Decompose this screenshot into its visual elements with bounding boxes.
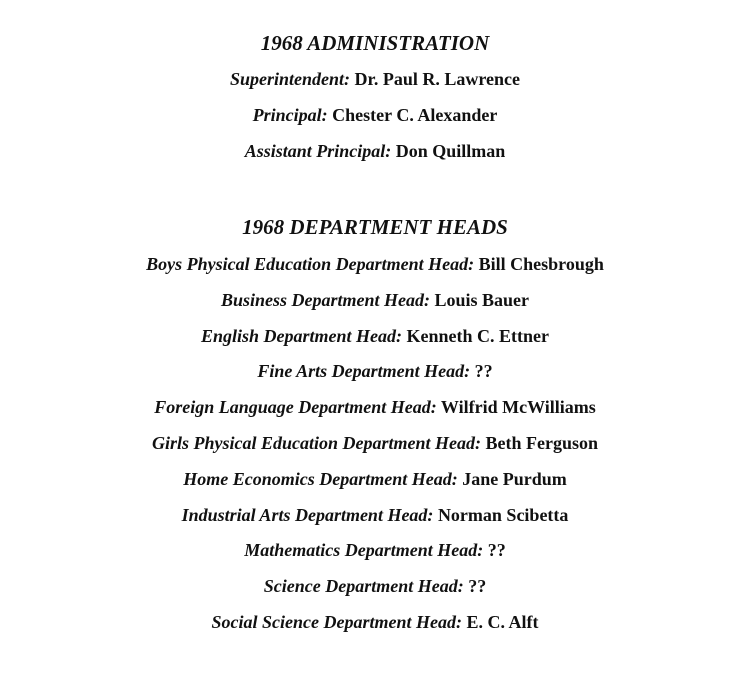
department-entry-industrial-arts <box>0 504 750 526</box>
department-entry-business <box>0 289 750 311</box>
entry-role: Science Department Head: <box>263 576 464 597</box>
entry-role: Boys Physical Education Department Head: <box>146 254 475 274</box>
department-entry-boys-pe <box>0 253 750 275</box>
entry-name: ?? <box>487 540 506 561</box>
entry-name: Jane Purdum <box>462 468 567 489</box>
department-entry-english <box>0 325 750 347</box>
entry-role: Mathematics Department Head: <box>244 540 484 561</box>
entry-role: English Department Head: <box>200 325 402 346</box>
entry-name: Bill Chesbrough <box>478 254 604 274</box>
entry-role: Home Economics Department Head: <box>183 468 458 489</box>
administration-entry-principal <box>0 104 750 126</box>
department-heads-title: 1968 DEPARTMENT HEADS <box>242 215 508 239</box>
entry-name: Chester C. Alexander <box>332 105 498 125</box>
entry-name: E. C. Alft <box>466 611 539 632</box>
department-entry-fine-arts <box>0 360 750 382</box>
entry-role: Business Department Head: <box>220 289 430 310</box>
department-entry-girls-pe <box>0 432 750 454</box>
department-entry-home-economics <box>0 468 750 490</box>
administration-entry-assistant-principal <box>0 140 750 162</box>
entry-name: Louis Bauer <box>434 289 530 310</box>
entry-name: Beth Ferguson <box>485 432 598 453</box>
department-entry-foreign-language <box>0 396 750 418</box>
entry-role: Assistant Principal: <box>244 141 392 161</box>
entry-role: Superintendent: <box>229 69 351 89</box>
department-entry-science <box>0 575 750 597</box>
entry-name: Kenneth C. Ettner <box>406 325 549 346</box>
administration-title: 1968 ADMINISTRATION <box>260 31 490 55</box>
entry-name: Norman Scibetta <box>437 504 569 525</box>
entry-name: ?? <box>468 576 487 597</box>
entry-role: Industrial Arts Department Head: <box>181 504 434 525</box>
entry-role: Social Science Department Head: <box>211 611 462 632</box>
entry-role: Principal: <box>252 105 328 125</box>
entry-role: Girls Physical Education Department Head: <box>151 432 481 453</box>
administration-list <box>0 68 750 176</box>
entry-name: ?? <box>474 361 493 382</box>
department-heads-list <box>0 253 750 647</box>
administration-entry-superintendent <box>0 68 750 90</box>
entry-role: Fine Arts Department Head: <box>257 361 471 382</box>
department-entry-mathematics <box>0 539 750 561</box>
entry-name: Don Quillman <box>395 141 506 161</box>
department-entry-social-science <box>0 611 750 633</box>
entry-role: Foreign Language Department Head: <box>154 397 437 418</box>
entry-name: Wilfrid McWilliams <box>440 397 596 418</box>
entry-name: Dr. Paul R. Lawrence <box>354 69 521 89</box>
